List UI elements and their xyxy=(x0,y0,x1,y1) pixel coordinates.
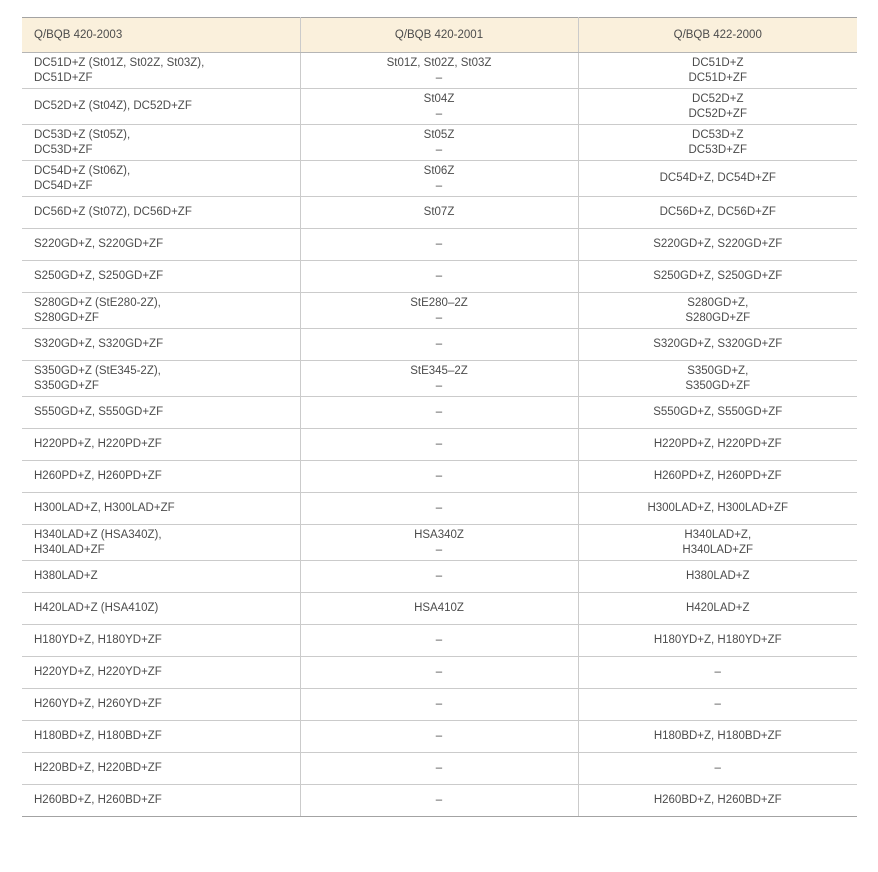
cell-line: – xyxy=(435,406,443,418)
cell-line: DC54D+Z, DC54D+ZF xyxy=(659,172,776,184)
table-cell xyxy=(22,753,300,785)
table-cell xyxy=(578,429,857,461)
table-cell xyxy=(22,689,300,721)
table-cell xyxy=(22,161,300,197)
table-cell xyxy=(578,689,857,721)
table-cell xyxy=(300,161,578,197)
table-cell xyxy=(22,493,300,525)
cell-line: DC53D+ZF xyxy=(688,143,747,156)
cell-line: H340LAD+ZF xyxy=(34,543,105,556)
cell-line: S280GD+Z, xyxy=(687,296,749,309)
table-cell xyxy=(300,493,578,525)
table-cell xyxy=(300,229,578,261)
table-cell xyxy=(22,229,300,261)
cell-line: HSA410Z xyxy=(414,602,464,614)
cell-line: H420LAD+Z xyxy=(685,602,750,614)
cell-line: H260PD+Z, H260PD+ZF xyxy=(653,470,782,482)
cell-line: – xyxy=(435,338,443,350)
cell-line: H340LAD+Z, xyxy=(684,528,752,541)
table-cell xyxy=(578,525,857,561)
cell-line: S350GD+ZF xyxy=(34,379,99,392)
table-row xyxy=(22,561,857,593)
cell-line: – xyxy=(435,143,443,156)
table-cell xyxy=(578,161,857,197)
cell-line: S350GD+Z (StE345-2Z), xyxy=(34,364,161,377)
table-row xyxy=(22,161,857,197)
table-cell xyxy=(22,197,300,229)
table-cell xyxy=(22,329,300,361)
cell-line: DC56D+Z (St07Z), DC56D+ZF xyxy=(34,206,192,218)
cell-line: – xyxy=(435,470,443,482)
column-header-qbqb-420-2003: Q/BQB 420-2003 xyxy=(22,18,300,53)
table-cell xyxy=(300,429,578,461)
table-cell xyxy=(22,593,300,625)
table-cell xyxy=(578,593,857,625)
cell-line: S550GD+Z, S550GD+ZF xyxy=(653,406,783,418)
cell-line: H420LAD+Z (HSA410Z) xyxy=(34,602,159,614)
cell-line: H180BD+Z, H180BD+ZF xyxy=(34,730,162,742)
table-row xyxy=(22,125,857,161)
table-cell xyxy=(300,689,578,721)
table-row xyxy=(22,53,857,89)
cell-line: S350GD+ZF xyxy=(685,379,751,392)
table-row xyxy=(22,721,857,753)
cell-line: St01Z, St02Z, St03Z xyxy=(386,56,492,69)
cell-line: H380LAD+Z xyxy=(34,570,98,582)
cell-line: H300LAD+Z, H300LAD+ZF xyxy=(647,502,789,514)
cell-line: S350GD+Z, xyxy=(687,364,749,377)
cell-line: S320GD+Z, S320GD+ZF xyxy=(34,338,164,350)
cell-line: DC51D+ZF xyxy=(34,71,93,84)
table-body xyxy=(22,53,857,817)
cell-line: – xyxy=(435,379,443,392)
table-cell xyxy=(300,525,578,561)
cell-line: H260BD+Z, H260BD+ZF xyxy=(653,794,782,806)
table-row xyxy=(22,525,857,561)
table-row xyxy=(22,261,857,293)
cell-line: S550GD+Z, S550GD+ZF xyxy=(34,406,164,418)
table-row xyxy=(22,229,857,261)
table-row xyxy=(22,429,857,461)
table-row xyxy=(22,657,857,689)
table-row xyxy=(22,785,857,817)
cell-line: S220GD+Z, S220GD+ZF xyxy=(653,238,783,250)
table-cell xyxy=(300,261,578,293)
cell-line: DC54D+Z (St06Z), xyxy=(34,164,131,177)
table-cell xyxy=(300,125,578,161)
table-cell xyxy=(300,53,578,89)
table-cell xyxy=(22,261,300,293)
table-row xyxy=(22,293,857,329)
column-header-qbqb-422-2000: Q/BQB 422-2000 xyxy=(578,18,857,53)
table-cell xyxy=(300,329,578,361)
table-header-row xyxy=(22,18,857,53)
column-header-qbqb-420-2001: Q/BQB 420-2001 xyxy=(300,18,578,53)
table-cell xyxy=(22,657,300,689)
table-cell xyxy=(22,525,300,561)
cell-line: – xyxy=(435,666,443,678)
cell-line: – xyxy=(435,107,443,120)
cell-line: H220PD+Z, H220PD+ZF xyxy=(653,438,782,450)
table-cell xyxy=(300,361,578,397)
cell-line: St04Z xyxy=(423,92,455,105)
cell-line: H340LAD+Z (HSA340Z), xyxy=(34,528,162,541)
cell-line: H220YD+Z, H220YD+ZF xyxy=(34,666,162,678)
table-cell xyxy=(300,593,578,625)
table-cell xyxy=(300,721,578,753)
table-cell xyxy=(22,721,300,753)
cell-line: H220BD+Z, H220BD+ZF xyxy=(34,762,162,774)
table-cell xyxy=(578,197,857,229)
table-row xyxy=(22,593,857,625)
cell-line: S280GD+ZF xyxy=(685,311,751,324)
cell-line: DC54D+ZF xyxy=(34,179,93,192)
table-row xyxy=(22,753,857,785)
cell-line: – xyxy=(714,762,721,774)
cell-line: S220GD+Z, S220GD+ZF xyxy=(34,238,164,250)
cell-line: StE280–2Z xyxy=(410,296,468,309)
cell-line: DC53D+Z xyxy=(692,128,744,141)
table-cell xyxy=(578,329,857,361)
cell-line: DC51D+Z (St01Z, St02Z, St03Z), xyxy=(34,56,205,69)
table-cell xyxy=(578,625,857,657)
table-cell xyxy=(22,785,300,817)
cell-line: S250GD+Z, S250GD+ZF xyxy=(653,270,783,282)
cell-line: St06Z xyxy=(423,164,455,177)
table-cell xyxy=(578,493,857,525)
table-cell xyxy=(22,561,300,593)
cell-line: DC52D+Z xyxy=(692,92,744,105)
table-cell xyxy=(300,625,578,657)
standards-comparison-table xyxy=(22,17,857,817)
table-row xyxy=(22,397,857,429)
table-row xyxy=(22,89,857,125)
table-cell xyxy=(578,293,857,329)
table-row xyxy=(22,689,857,721)
table-cell xyxy=(300,785,578,817)
cell-line: DC53D+Z (St05Z), xyxy=(34,128,131,141)
cell-line: H340LAD+ZF xyxy=(682,543,754,556)
cell-line: – xyxy=(435,179,443,192)
cell-line: – xyxy=(435,730,443,742)
table-cell xyxy=(578,261,857,293)
table-row xyxy=(22,329,857,361)
table-cell xyxy=(578,229,857,261)
table-cell xyxy=(22,429,300,461)
cell-line: StE345–2Z xyxy=(410,364,468,377)
table-cell xyxy=(22,293,300,329)
cell-line: DC52D+Z (St04Z), DC52D+ZF xyxy=(34,100,192,112)
table-cell xyxy=(300,197,578,229)
table-cell xyxy=(22,125,300,161)
cell-line: H260PD+Z, H260PD+ZF xyxy=(34,470,162,482)
table-cell xyxy=(578,561,857,593)
table-cell xyxy=(578,397,857,429)
table-row xyxy=(22,493,857,525)
cell-line: – xyxy=(435,634,443,646)
table-cell xyxy=(22,53,300,89)
cell-line: H260BD+Z, H260BD+ZF xyxy=(34,794,162,806)
table-cell xyxy=(578,53,857,89)
cell-line: – xyxy=(435,698,443,710)
table-cell xyxy=(22,461,300,493)
table-cell xyxy=(22,89,300,125)
cell-line: H220PD+Z, H220PD+ZF xyxy=(34,438,162,450)
table-cell xyxy=(300,657,578,689)
cell-line: H180BD+Z, H180BD+ZF xyxy=(653,730,782,742)
cell-line: St05Z xyxy=(423,128,455,141)
table-cell xyxy=(578,785,857,817)
cell-line: – xyxy=(435,543,443,556)
cell-line: DC56D+Z, DC56D+ZF xyxy=(659,206,776,218)
table-cell xyxy=(300,753,578,785)
table-row xyxy=(22,361,857,397)
cell-line: – xyxy=(714,698,721,710)
cell-line: St07Z xyxy=(423,206,455,218)
table-cell xyxy=(300,561,578,593)
cell-line: S320GD+Z, S320GD+ZF xyxy=(653,338,783,350)
cell-line: DC53D+ZF xyxy=(34,143,93,156)
cell-line: – xyxy=(435,311,443,324)
table-cell xyxy=(578,361,857,397)
cell-line: DC52D+ZF xyxy=(688,107,747,120)
cell-line: H300LAD+Z, H300LAD+ZF xyxy=(34,502,175,514)
cell-line: – xyxy=(435,438,443,450)
table-cell xyxy=(22,397,300,429)
cell-line: S250GD+Z, S250GD+ZF xyxy=(34,270,164,282)
cell-line: H180YD+Z, H180YD+ZF xyxy=(653,634,782,646)
cell-line: S280GD+Z (StE280-2Z), xyxy=(34,296,161,309)
table-cell xyxy=(22,361,300,397)
cell-line: – xyxy=(435,238,443,250)
table-cell xyxy=(300,397,578,429)
table-cell xyxy=(578,657,857,689)
table-cell xyxy=(300,461,578,493)
table-cell xyxy=(300,89,578,125)
table-cell xyxy=(578,125,857,161)
table-row xyxy=(22,625,857,657)
cell-line: DC51D+ZF xyxy=(688,71,747,84)
cell-line: H180YD+Z, H180YD+ZF xyxy=(34,634,162,646)
cell-line: – xyxy=(435,794,443,806)
cell-line: – xyxy=(435,71,443,84)
table-cell xyxy=(578,89,857,125)
cell-line: S280GD+ZF xyxy=(34,311,99,324)
cell-line: – xyxy=(435,270,443,282)
cell-line: DC51D+Z xyxy=(692,56,744,69)
cell-line: – xyxy=(435,570,443,582)
table-cell xyxy=(22,625,300,657)
table-row xyxy=(22,197,857,229)
cell-line: HSA340Z xyxy=(414,528,464,541)
cell-line: – xyxy=(714,666,721,678)
table-cell xyxy=(578,721,857,753)
cell-line: H380LAD+Z xyxy=(685,570,750,582)
table-row xyxy=(22,461,857,493)
table-cell xyxy=(300,293,578,329)
cell-line: – xyxy=(435,762,443,774)
cell-line: H260YD+Z, H260YD+ZF xyxy=(34,698,162,710)
table-cell xyxy=(578,461,857,493)
table-cell xyxy=(578,753,857,785)
cell-line: – xyxy=(435,502,443,514)
